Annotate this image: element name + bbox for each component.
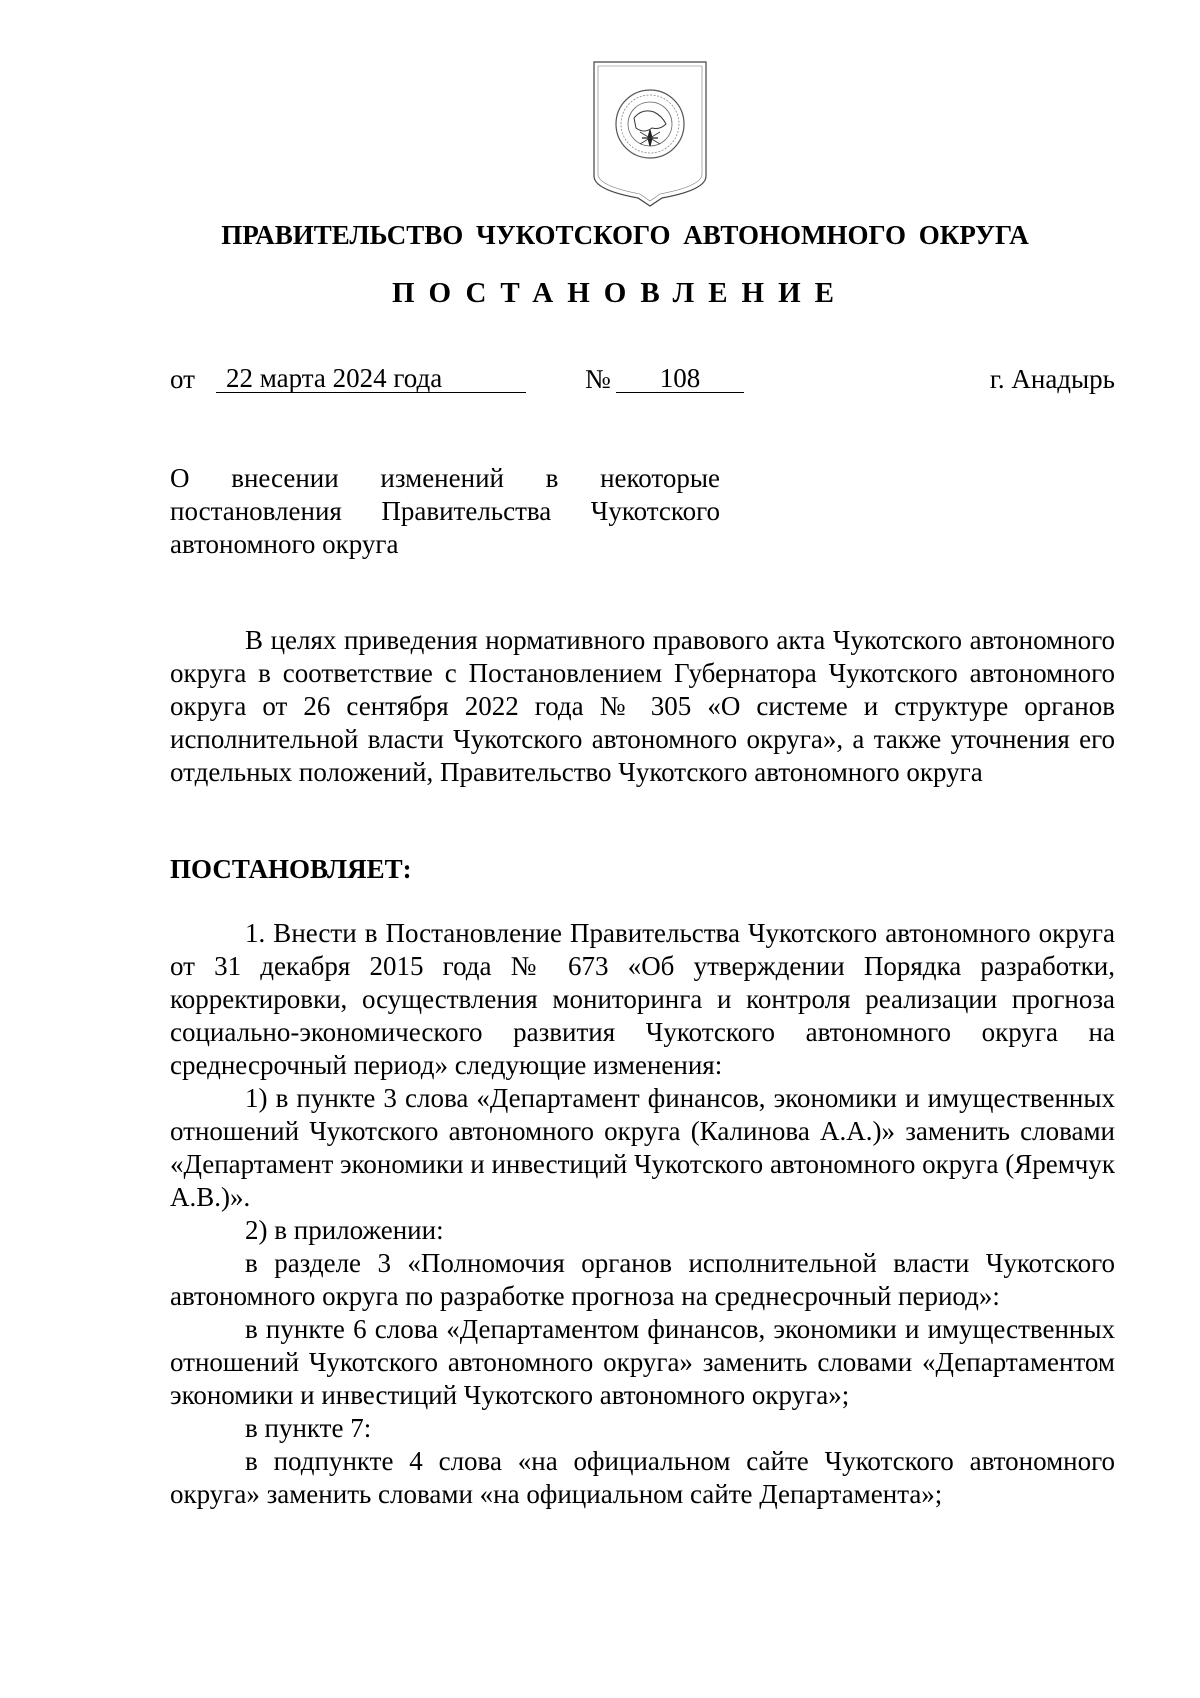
- document-meta-row: [170, 364, 1115, 398]
- preamble-paragraph: В целях приведения нормативного правового акта Чукотского автономного округа в соответствие с Постановлением Губернатора Чукотского автономного округа от 26 сентября 2022 года № 305 «О системе и структуре органов исполнительной власти Чукотского автономного округа», а также уточнения его отдельных положений, Правительство Чукотского автономного округа: [170, 625, 1115, 787]
- document-city: г. Анадырь: [989, 364, 1115, 394]
- number-label: №: [585, 364, 611, 394]
- decree-items: [170, 917, 1115, 1511]
- decree-heading: ПОСТАНОВЛЯЕТ:: [170, 854, 412, 884]
- date-label: от: [170, 364, 195, 394]
- subject-line: О внесении изменений в некоторые: [170, 463, 720, 493]
- decree-paragraph: в разделе 3 «Полномочия органов исполнительной власти Чукотского автономного округа по разработке прогноза на среднесрочный период»:: [170, 1248, 1115, 1311]
- document-date: 22 марта 2024 года: [216, 364, 526, 393]
- decree-paragraph: в пункте 7:: [245, 1413, 372, 1443]
- decree-paragraph: 1) в пункте 3 слова «Департамент финансов, экономики и имущественных отношений Чукотского автономного округа (Калинова А.А.)» заменить словами «Департамент экономики и инвестиций Чукотского автономного округа (Яремчук А.В.)».: [170, 1083, 1115, 1212]
- decree-paragraph: 1. Внести в Постановление Правительства Чукотского автономного округа от 31 декабря 2015 года № 673 «Об утверждении Порядка разработки, корректировки, осуществления мониторинга и контроля реализации прогноза социально-экономического развития Чукотского автономного округа на среднесрочный период» следующие изменения:: [170, 918, 1115, 1080]
- organization-title: ПРАВИТЕЛЬСТВО ЧУКОТСКОГО АВТОНОМНОГО ОКРУГА: [221, 220, 1029, 250]
- preamble: [170, 624, 1115, 789]
- document-type-title: ПОСТАНОВЛЕНИЕ: [391, 277, 848, 309]
- decree-paragraph: в пункте 6 слова «Департаментом финансов, экономики и имущественных отношений Чукотского автономного округа» заменить словами «Департаментом экономики и инвестиций Чукотского автономного округа»;: [170, 1314, 1115, 1410]
- chukotka-coat-of-arms-icon: [590, 58, 710, 208]
- subject-line: автономного округа: [170, 529, 399, 559]
- subject-line: постановления Правительства Чукотского: [170, 496, 720, 526]
- decree-paragraph: в подпункте 4 слова «на официальном сайте Чукотского автономного округа» заменить словами «на официальном сайте Департамента»;: [170, 1446, 1115, 1509]
- document-subject: [170, 462, 720, 561]
- decree-paragraph: 2) в приложении:: [245, 1215, 444, 1245]
- document-number: 108: [616, 364, 744, 393]
